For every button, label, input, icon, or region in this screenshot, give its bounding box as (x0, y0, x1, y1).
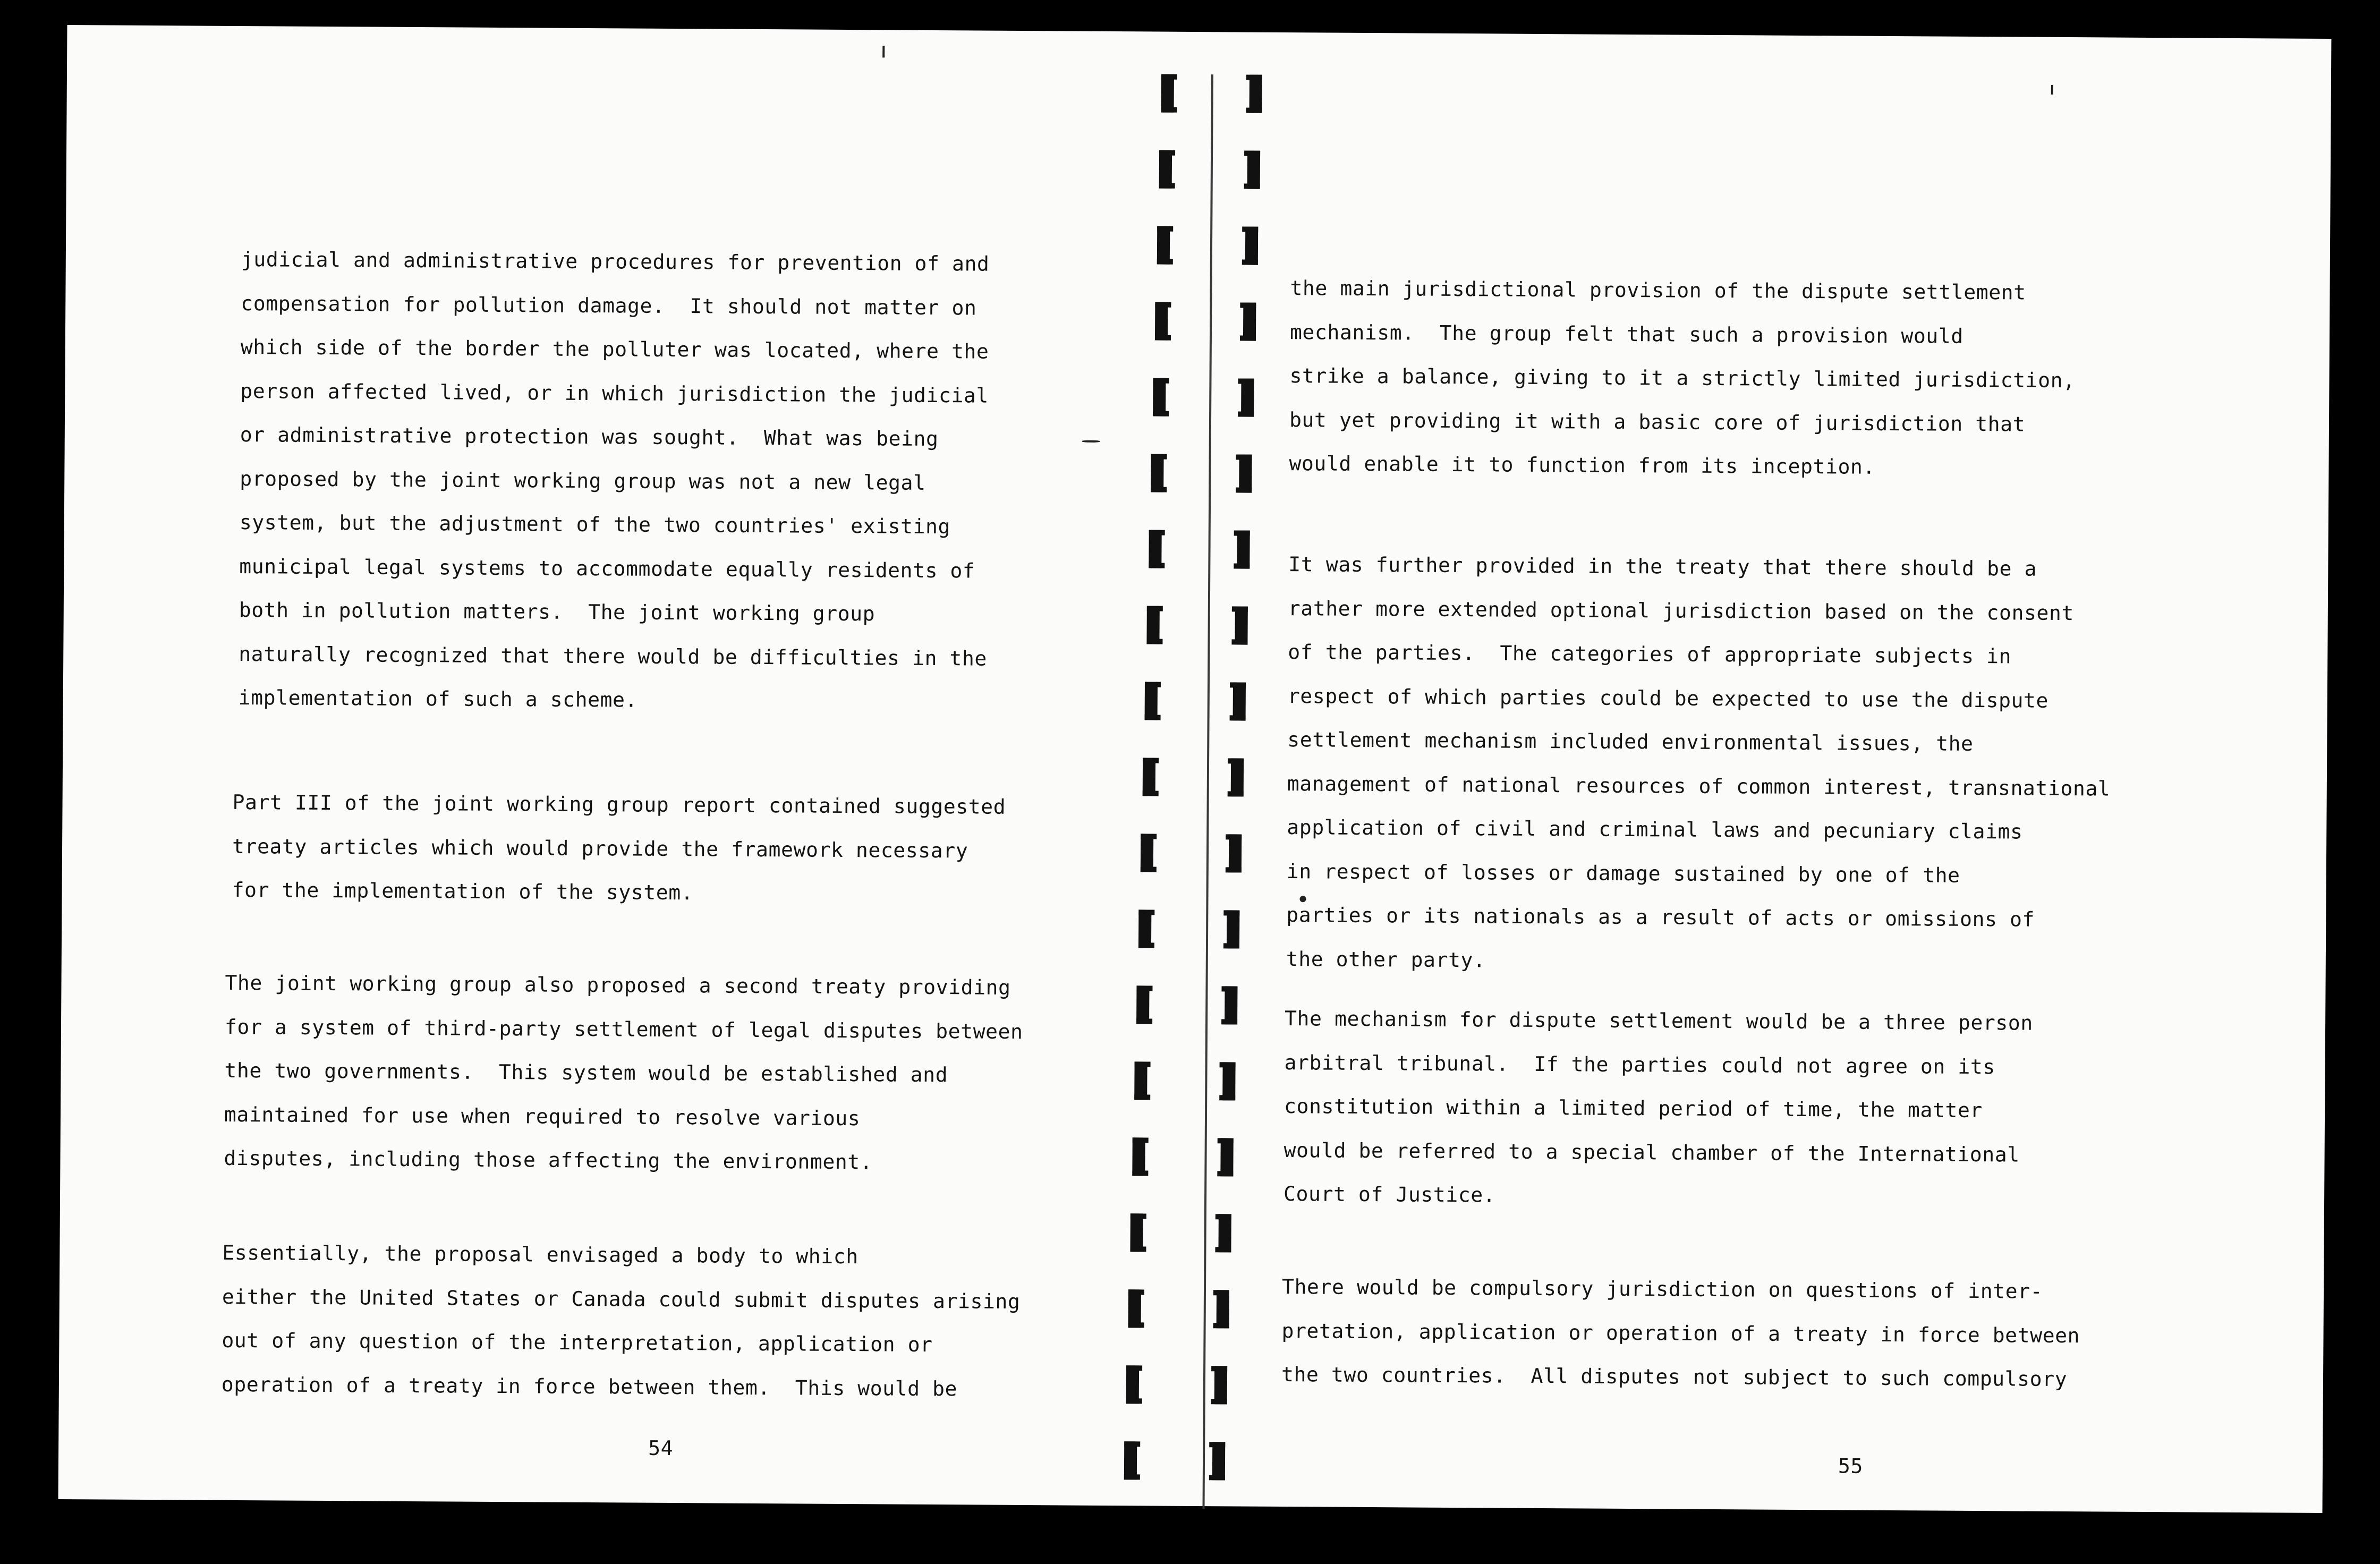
text-line: system, but the adjustment of the two countries' existing (239, 511, 951, 539)
text-line: mechanism. The group felt that such a provision would (1289, 320, 1964, 348)
left-paragraph-2 (232, 780, 1006, 916)
text-line: for a system of third-party settlement of legal disputes between (224, 1015, 1023, 1043)
ring-left-bracket (1141, 834, 1153, 872)
text-line: treaty articles which would provide the framework necessary (232, 834, 968, 862)
text-line: or administrative protection was sought. What was being (240, 423, 939, 451)
ring-left-bracket (1134, 1061, 1147, 1100)
text-line: municipal legal systems to accommodate equally residents of (239, 554, 975, 582)
text-line: parties or its nationals as a result of acts or omissions of (1286, 903, 2035, 931)
ring-left-bracket (1128, 1289, 1141, 1328)
ring-left-bracket (1151, 454, 1163, 492)
text-line: judicial and administrative procedures for prevention of and (241, 248, 990, 276)
left-paragraph-1 (239, 237, 990, 724)
ring-left-bracket (1130, 1213, 1143, 1252)
text-line: Part III of the joint working group report contained suggested (232, 790, 1006, 819)
text-line: implementation of such a scheme. (238, 686, 638, 712)
ring-left-bracket (1136, 985, 1149, 1024)
binding-ring (1126, 1365, 1227, 1404)
document-spread (58, 25, 2332, 1513)
scan-mark (1082, 440, 1100, 443)
text-line: but yet providing it with a basic core of jurisdiction that (1289, 407, 2026, 436)
text-line: the two countries. All disputes not subject to such compulsory (1281, 1363, 2068, 1391)
ring-left-bracket (1124, 1441, 1137, 1480)
text-line: which side of the border the polluter was located, where the (240, 335, 989, 363)
text-line: in respect of losses or damage sustained by one of the (1286, 859, 1960, 887)
text-line: proposed by the joint working group was not a new legal (240, 466, 926, 495)
scan-tick-mark (2051, 85, 2053, 95)
text-line: compensation for pollution damage. It should not matter on (241, 291, 977, 319)
ring-left-bracket (1149, 530, 1161, 568)
right-page (1214, 32, 2332, 1513)
ring-left-bracket (1153, 378, 1166, 416)
ring-left-bracket (1138, 910, 1151, 948)
text-line: respect of which parties could be expected to use the dispute (1287, 684, 2049, 712)
text-line: disputes, including those affecting the environment. (224, 1146, 873, 1174)
ring-left-bracket (1143, 758, 1155, 796)
text-line: either the United States or Canada could submit disputes arising (222, 1285, 1021, 1313)
text-line: naturally recognized that there would be difficulties in the (239, 642, 988, 670)
ring-left-bracket (1157, 226, 1170, 265)
left-paragraph-4 (222, 1231, 1021, 1411)
page-number-left: 54 (648, 1436, 674, 1460)
ring-left-bracket (1132, 1137, 1145, 1176)
ring-left-bracket (1145, 682, 1158, 720)
page-number-right: 55 (1838, 1454, 1864, 1478)
scan-speck (1299, 896, 1306, 902)
text-line: would enable it to function from its inception. (1289, 452, 1876, 479)
left-paragraph-3 (224, 961, 1023, 1185)
text-line: pretation, application or operation of a treaty in force between (1281, 1319, 2080, 1347)
text-line: would be referred to a special chamber of the International (1284, 1138, 2020, 1166)
ring-left-bracket (1146, 606, 1159, 644)
text-line: Essentially, the proposal envisaged a body to which (222, 1240, 858, 1269)
text-line: The mechanism for dispute settlement would be a three person (1285, 1007, 2033, 1035)
ring-left-bracket (1126, 1365, 1139, 1404)
text-line: settlement mechanism included environmental issues, the (1287, 728, 1974, 755)
text-line: management of national resources of common interest, transnational (1287, 771, 2111, 801)
binding-ring (1128, 1289, 1229, 1328)
left-page (58, 25, 1178, 1506)
text-line: both in pollution matters. The joint working group (239, 598, 876, 626)
text-line: rather more extended optional jurisdiction based on the consent (1288, 596, 2075, 625)
text-line: the two governments. This system would be established and (224, 1058, 948, 1087)
ring-left-bracket (1159, 150, 1172, 189)
text-line: arbitral tribunal. If the parties could not agree on its (1284, 1050, 1995, 1078)
text-line: It was further provided in the treaty that there should be a (1288, 552, 2037, 581)
text-line: the other party. (1286, 947, 1486, 972)
binding-ring (1124, 1441, 1225, 1480)
text-line: application of civil and criminal laws and pecuniary claims (1287, 815, 2023, 844)
scan-tick-mark (882, 46, 885, 57)
text-line: constitution within a limited period of time, the matter (1284, 1094, 1983, 1123)
text-line: maintained for use when required to resolve various (224, 1102, 861, 1130)
text-line: The joint working group also proposed a second treaty providing (225, 971, 1011, 999)
text-line: strike a balance, giving to it a strictly limited jurisdiction, (1289, 364, 2076, 393)
text-line: out of any question of the interpretation, application or (222, 1328, 933, 1357)
text-line: person affected lived, or in which jurisdiction the judicial (240, 379, 989, 407)
text-line: of the parties. The categories of appropriate subjects in (1288, 640, 2012, 668)
ring-left-bracket (1155, 302, 1168, 341)
text-line: the main jurisdictional provision of the dispute settlement (1290, 276, 2026, 304)
text-line: operation of a treaty in force between them. This would be (221, 1372, 958, 1400)
ring-left-bracket (1161, 74, 1174, 113)
text-line: for the implementation of the system. (232, 878, 694, 905)
text-line: Court of Justice. (1283, 1182, 1496, 1207)
right-paragraph-1 (1289, 266, 2076, 490)
right-paragraph-3 (1284, 997, 2033, 1220)
right-paragraph-2 (1286, 542, 2112, 985)
text-line: There would be compulsory jurisdiction on questions of inter- (1281, 1275, 2043, 1303)
right-paragraph-4 (1281, 1265, 2080, 1401)
